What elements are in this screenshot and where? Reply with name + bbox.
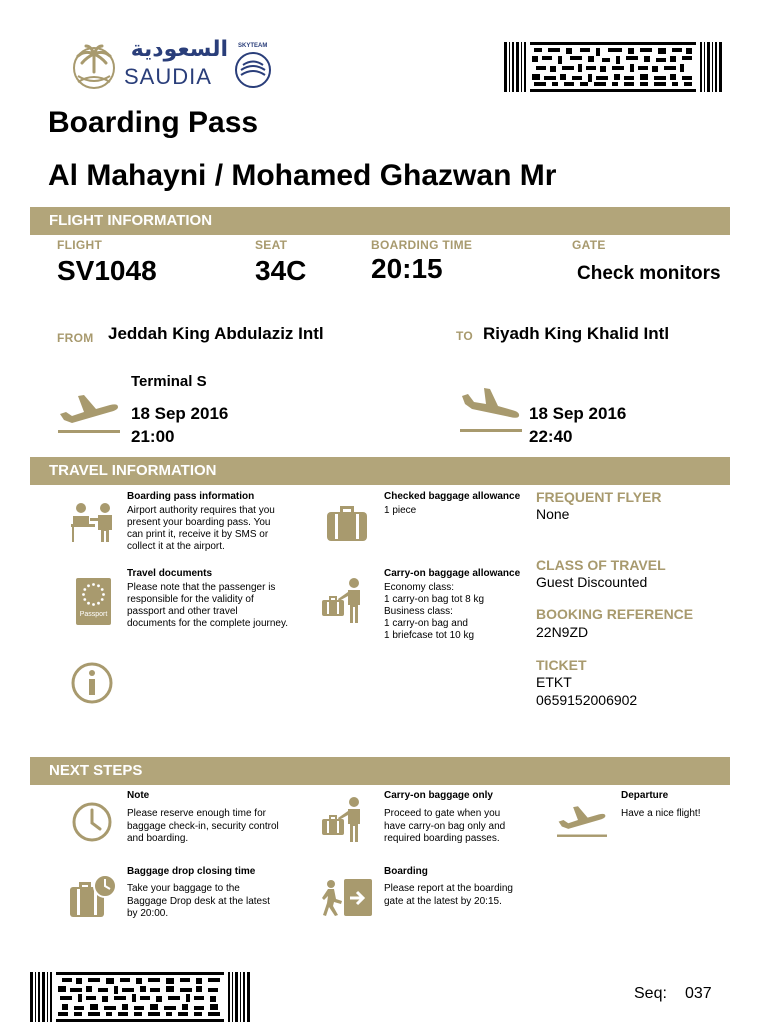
baggage-drop-body: Take your baggage to the Baggage Drop desk at the latest by 20:00. — [127, 883, 270, 919]
info-icon — [70, 661, 114, 705]
note-body: Please reserve enough time for baggage check-in, security control and boarding. — [127, 808, 279, 844]
person-with-bag-icon — [320, 796, 368, 844]
clock-icon — [71, 801, 113, 843]
page-title: Boarding Pass — [48, 106, 259, 139]
eu-stars-icon — [81, 582, 106, 607]
check-in-desk-icon — [70, 502, 116, 544]
boarding-time: 20:15 — [371, 253, 443, 284]
ticket-label: TICKET — [536, 657, 587, 673]
brand-arabic-name: السعودية — [130, 37, 228, 62]
gate-label: GATE — [572, 238, 606, 252]
checked-baggage-body: 1 piece — [384, 505, 417, 516]
carryon-baggage-title: Carry-on baggage allowance — [384, 568, 521, 579]
departure-plane-icon — [557, 802, 607, 838]
next-steps-header: NEXT STEPS — [30, 757, 730, 785]
to-label: TO — [456, 329, 474, 343]
passport-icon — [76, 578, 111, 625]
passenger-name: Al Mahayni / Mohamed Ghazwan Mr — [48, 159, 557, 192]
booking-reference-value: 22N9ZD — [536, 624, 589, 640]
flight-label: FLIGHT — [57, 238, 103, 252]
ticket-value: ETKT 0659152006902 — [536, 674, 638, 708]
skyteam-label: SKYTEAM — [238, 43, 268, 49]
person-with-bag-icon — [320, 577, 368, 625]
arrival-time: 22:40 — [529, 427, 573, 446]
carryon-baggage-body: Economy class: 1 carry-on bag tot 8 kg Business class: 1 carry-on bag and 1 briefcase tot 10 kg — [384, 582, 485, 641]
skyteam-icon — [233, 50, 273, 90]
carryon-only-title: Carry-on baggage only — [384, 790, 493, 801]
departure-terminal: Terminal S — [131, 373, 207, 390]
arrival-date: 18 Sep 2016 — [529, 404, 627, 423]
baggage-drop-title: Baggage drop closing time — [127, 866, 256, 877]
barcode-top — [504, 42, 724, 92]
departure-time: 21:00 — [131, 427, 175, 446]
boarding-pass-info-title: Boarding pass information — [127, 491, 255, 502]
carryon-only-body: Proceed to gate when you have carry-on bag only and required boarding passes. — [384, 808, 506, 844]
from-airport: Jeddah King Abdulaziz Intl — [108, 324, 324, 343]
boarding-time-label: BOARDING TIME — [371, 238, 473, 252]
frequent-flyer-value: None — [536, 506, 570, 522]
barcode-bottom — [30, 972, 252, 1022]
seat-label: SEAT — [255, 238, 288, 252]
gate-value: Check monitors — [577, 263, 721, 284]
departure-step-title: Departure — [621, 790, 669, 801]
brand-name: SAUDIA — [124, 64, 212, 89]
sequence-number: 037 — [685, 985, 712, 1002]
from-label: FROM — [57, 331, 94, 345]
palm-swords-emblem-icon — [70, 42, 118, 90]
frequent-flyer-label: FREQUENT FLYER — [536, 489, 662, 505]
sequence-label: Seq: — [634, 985, 667, 1002]
seat-number: 34C — [255, 255, 307, 286]
travel-info-header: TRAVEL INFORMATION — [30, 457, 730, 485]
arrival-plane-icon — [460, 386, 522, 434]
baggage-drop-clock-icon — [69, 874, 117, 918]
note-title: Note — [127, 790, 150, 801]
passport-word: Passport — [79, 611, 108, 618]
flight-number: SV1048 — [57, 255, 157, 286]
boarding-pass-info-body: Airport authority requires that you present your boarding pass. You can print it, receive it by SMS or collect it at the airport. — [127, 505, 275, 552]
departure-date: 18 Sep 2016 — [131, 404, 229, 423]
departure-plane-icon — [58, 390, 120, 434]
booking-reference-label: BOOKING REFERENCE — [536, 606, 694, 622]
flight-info-header: FLIGHT INFORMATION — [30, 207, 730, 235]
class-of-travel-label: CLASS OF TRAVEL — [536, 557, 666, 573]
boarding-step-title: Boarding — [384, 866, 428, 877]
suitcase-icon — [325, 504, 369, 542]
boarding-step-body: Please report at the boarding gate at the latest by 20:15. — [384, 883, 513, 907]
travel-documents-body: Please note that the passenger is responsible for the validity of passport and other travel documents for the complete journey. — [127, 582, 289, 629]
boarding-gate-icon — [322, 879, 372, 917]
class-of-travel-value: Guest Discounted — [536, 574, 648, 590]
checked-baggage-title: Checked baggage allowance — [384, 491, 521, 502]
departure-step-body: Have a nice flight! — [621, 808, 701, 819]
saudia-logo — [70, 37, 275, 92]
to-airport: Riyadh King Khalid Intl — [483, 324, 670, 343]
travel-documents-title: Travel documents — [127, 568, 213, 579]
